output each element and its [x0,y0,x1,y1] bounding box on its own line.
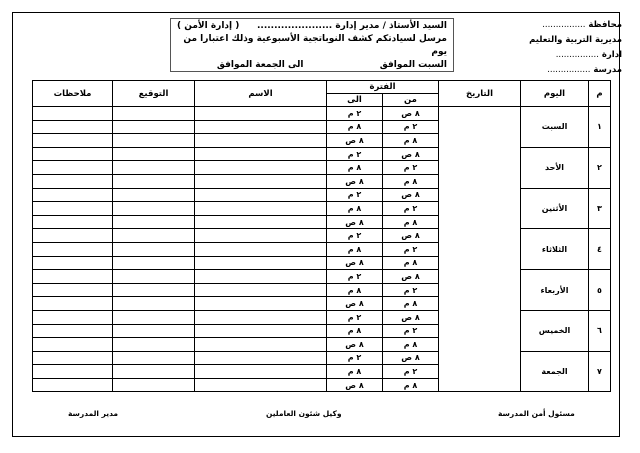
signature-cell[interactable] [113,310,195,324]
day-number: ٦ [589,310,611,351]
shift-to: ٨ م [327,365,383,379]
signature-cell[interactable] [113,338,195,352]
day-number: ٢ [589,147,611,188]
day-number: ١ [589,107,611,148]
name-cell[interactable] [195,215,327,229]
shift-from: ٢ م [383,242,439,256]
notes-cell[interactable] [33,107,113,121]
shift-to: ٨ م [327,161,383,175]
notes-cell[interactable] [33,256,113,270]
shift-to: ٨ ص [327,174,383,188]
signature-cell[interactable] [113,188,195,202]
shift-from: ٨ م [383,174,439,188]
notes-cell[interactable] [33,202,113,216]
shift-from: ٨ ص [383,270,439,284]
shift-to: ٨ ص [327,378,383,392]
notes-cell[interactable] [33,351,113,365]
department-label: ( إدارة الأمن ) [177,21,240,31]
shift-to: ٢ م [327,147,383,161]
shift-to: ٢ م [327,351,383,365]
signature-cell[interactable] [113,215,195,229]
name-cell[interactable] [195,242,327,256]
duty-table [32,80,611,392]
footer-security-officer: مسئول أمن المدرسة [498,409,575,418]
shift-to: ٢ م [327,310,383,324]
shift-to: ٨ م [327,120,383,134]
notes-cell[interactable] [33,147,113,161]
governorate-label: محافظة [588,20,622,30]
notes-cell[interactable] [33,365,113,379]
day-number: ٤ [589,229,611,270]
shift-to: ٨ ص [327,338,383,352]
notes-cell[interactable] [33,120,113,134]
notes-cell[interactable] [33,134,113,148]
notes-cell[interactable] [33,297,113,311]
signature-cell[interactable] [113,202,195,216]
table-row [33,188,611,202]
shift-to: ٨ م [327,202,383,216]
notice-line3a: السبت الموافق [379,60,447,70]
notes-cell[interactable] [33,270,113,284]
col-name: الاسم [195,81,327,107]
shift-from: ٢ م [383,324,439,338]
shift-from: ٢ م [383,365,439,379]
signature-cell[interactable] [113,242,195,256]
shift-to: ٨ ص [327,215,383,229]
day-number: ٣ [589,188,611,229]
signature-cell[interactable] [113,297,195,311]
shift-from: ٨ م [383,215,439,229]
shift-from: ٨ ص [383,188,439,202]
signature-cell[interactable] [113,365,195,379]
shift-from: ٨ ص [383,310,439,324]
shift-from: ٨ م [383,256,439,270]
name-cell[interactable] [195,310,327,324]
day-number: ٥ [589,270,611,311]
shift-to: ٨ م [327,242,383,256]
name-cell[interactable] [195,202,327,216]
day-number: ٧ [589,351,611,392]
table-row [33,270,611,284]
notes-cell[interactable] [33,174,113,188]
name-cell[interactable] [195,256,327,270]
col-num: م [589,81,611,107]
shift-from: ٨ م [383,134,439,148]
shift-from: ٨ ص [383,107,439,121]
shift-from: ٨ ص [383,147,439,161]
shift-to: ٢ م [327,229,383,243]
day-name: الثلاثاء [521,229,589,270]
signature-cell[interactable] [113,174,195,188]
footer-principal: مدير المدرسة [68,409,119,418]
table-row [33,310,611,324]
name-cell[interactable] [195,378,327,392]
day-name: الأحد [521,147,589,188]
col-from: من [383,94,439,107]
day-name: الأثنين [521,188,589,229]
notice-line1: السيد الأستاذ / مدير إدارة ...................... [256,21,447,31]
shift-from: ٢ م [383,120,439,134]
notes-cell[interactable] [33,161,113,175]
name-cell[interactable] [195,283,327,297]
shift-from: ٨ ص [383,351,439,365]
shift-from: ٨ م [383,338,439,352]
day-name: السبت [521,107,589,148]
name-cell[interactable] [195,134,327,148]
name-cell[interactable] [195,297,327,311]
signature-cell[interactable] [113,324,195,338]
shift-to: ٨ م [327,283,383,297]
table-row [33,147,611,161]
name-cell[interactable] [195,188,327,202]
name-cell[interactable] [195,229,327,243]
shift-to: ٢ م [327,270,383,284]
name-cell[interactable] [195,161,327,175]
shift-to: ٨ ص [327,256,383,270]
name-cell[interactable] [195,351,327,365]
day-name: الجمعة [521,351,589,392]
notes-cell[interactable] [33,310,113,324]
shift-to: ٨ ص [327,134,383,148]
signature-cell[interactable] [113,147,195,161]
shift-to: ٢ م [327,188,383,202]
directorate-label: مديرية التربية والتعليم [529,35,622,45]
col-period: الفترة [327,81,439,94]
table-row [33,351,611,365]
col-day: اليوم [521,81,589,107]
notes-cell[interactable] [33,324,113,338]
name-cell[interactable] [195,324,327,338]
signature-cell[interactable] [113,378,195,392]
name-cell[interactable] [195,107,327,121]
col-notes: ملاحظات [33,81,113,107]
notice-line3b: الى الجمعة الموافق [216,60,304,70]
notes-cell[interactable] [33,283,113,297]
name-cell[interactable] [195,147,327,161]
notice-box [170,18,454,72]
signature-cell[interactable] [113,283,195,297]
administration-label: ادارة [601,50,622,60]
name-cell[interactable] [195,174,327,188]
notice-line2: مرسل لسيادتكم كشف النوباتجية الأسبوعية وذلك اعتبارا من يوم [183,34,447,57]
col-date: التاريخ [439,81,521,107]
name-cell[interactable] [195,365,327,379]
shift-from: ٨ م [383,378,439,392]
shift-from: ٨ م [383,297,439,311]
signature-cell[interactable] [113,161,195,175]
notes-cell[interactable] [33,378,113,392]
col-to: الى [327,94,383,107]
signature-cell[interactable] [113,270,195,284]
header-info: محافظة ................ مديرية التربية والتعليم ادارة ................ مدرسة ................ [472,18,622,78]
notes-cell[interactable] [33,188,113,202]
date-cell[interactable] [439,107,521,392]
footer-staff-deputy: وكيل شئون العاملين [266,409,342,418]
day-name: الأربعاء [521,270,589,311]
shift-from: ٢ م [383,283,439,297]
signature-cell[interactable] [113,256,195,270]
signature-cell[interactable] [113,120,195,134]
notes-cell[interactable] [33,338,113,352]
signature-cell[interactable] [113,351,195,365]
day-name: الخميس [521,310,589,351]
signature-cell[interactable] [113,229,195,243]
shift-to: ٢ م [327,107,383,121]
table-row [33,107,611,121]
notes-cell[interactable] [33,215,113,229]
shift-from: ٢ م [383,161,439,175]
col-signature: التوقيع [113,81,195,107]
signature-cell[interactable] [113,134,195,148]
shift-to: ٨ ص [327,297,383,311]
shift-from: ٨ ص [383,229,439,243]
name-cell[interactable] [195,120,327,134]
notes-cell[interactable] [33,242,113,256]
shift-from: ٢ م [383,202,439,216]
school-label: مدرسة [593,65,622,75]
shift-to: ٨ م [327,324,383,338]
name-cell[interactable] [195,338,327,352]
table-row [33,229,611,243]
notes-cell[interactable] [33,229,113,243]
name-cell[interactable] [195,270,327,284]
signature-cell[interactable] [113,107,195,121]
